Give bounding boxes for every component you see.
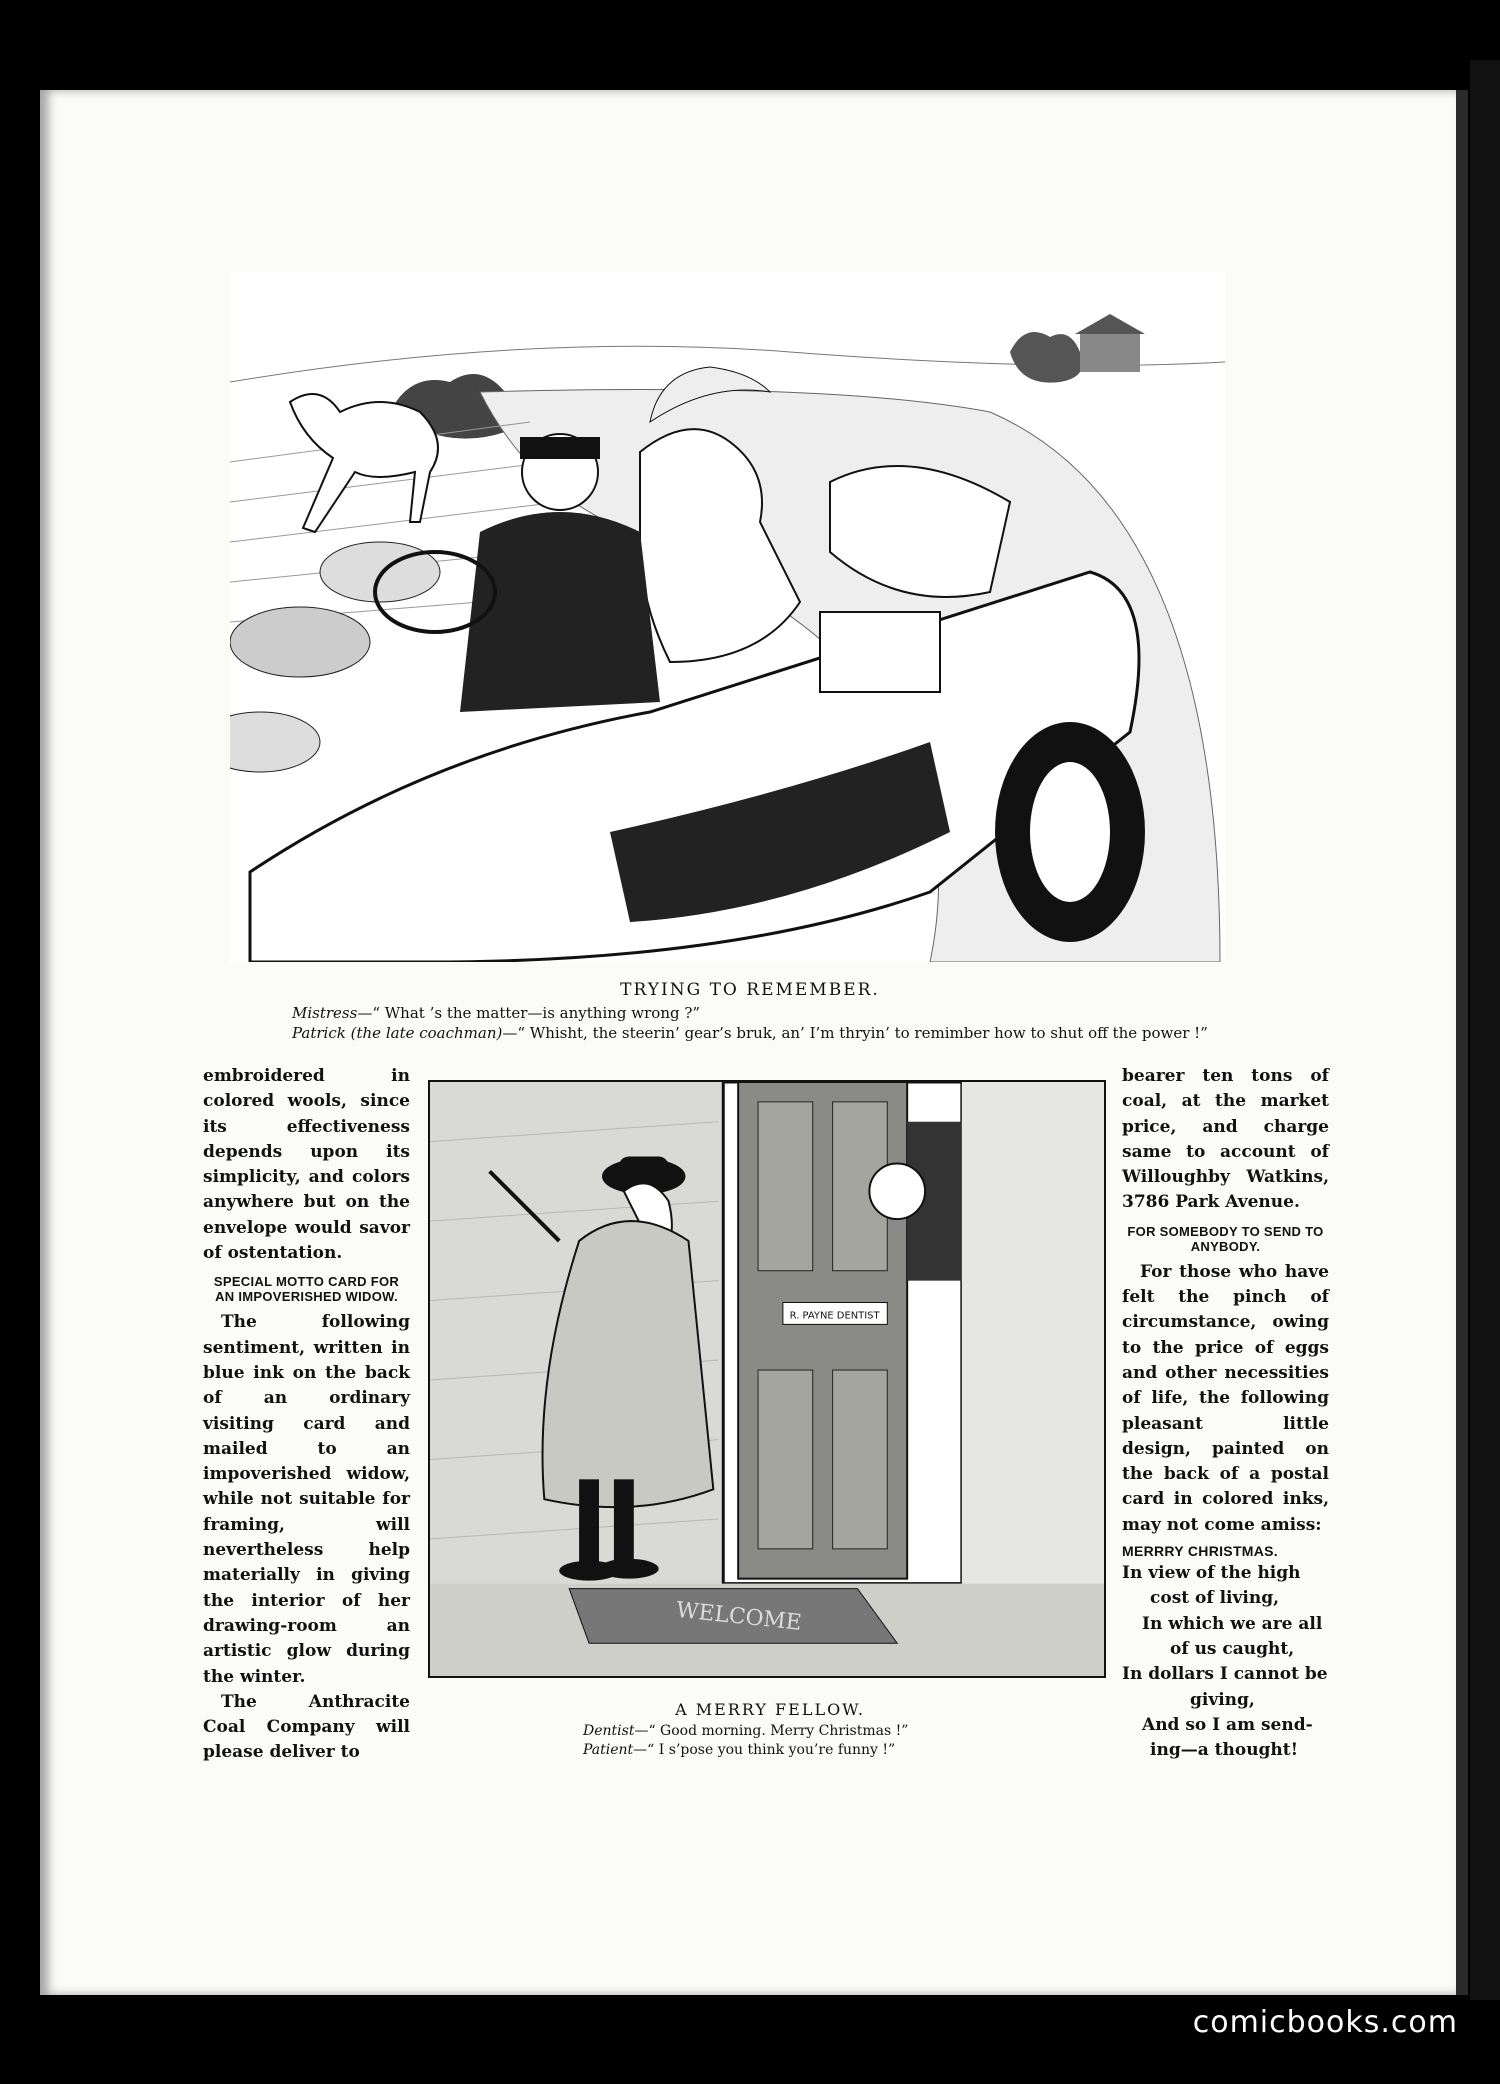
caption-text: —“ Good morning. Merry Christmas !” (634, 1723, 909, 1739)
speaker-patrick: Patrick (292, 1024, 346, 1042)
adjacent-page-strip (1470, 60, 1500, 2000)
verse-title: MERRRY CHRISTMAS. (1122, 1543, 1278, 1560)
verse (1122, 1561, 1329, 1763)
verse-line: of us caught, (1170, 1638, 1295, 1659)
top-cartoon-caption-line-1 (292, 1004, 700, 1022)
top-cartoon-caption-line-2 (292, 1024, 1208, 1042)
middle-cartoon-title: A MERRY FELLOW. (675, 1700, 865, 1719)
verse-line: cost of living, (1150, 1588, 1280, 1609)
left-paragraph-2: The following sentiment, written in blue ink on the back of an ordinary visiting card and mailed to an impoverished widow, while not suitable for framing, will nevertheless help materially in giving the interior of her drawing-room an artistic glow during the winter. (203, 1312, 410, 1687)
top-cartoon-title: TRYING TO REMEMBER. (620, 980, 880, 1000)
top-cartoon-illustration (230, 272, 1225, 962)
middle-cartoon-caption-line-2 (583, 1742, 895, 1758)
left-text-column (203, 1064, 410, 1766)
verse-line: In view of the high (1122, 1563, 1301, 1584)
mat-text: WELCOME (674, 1597, 803, 1636)
right-paragraph-1: bearer ten tons of coal, at the market price, and charge same to account of Willoughby Watkins, 3786 Park Avenue. (1122, 1066, 1329, 1213)
caption-text: —“ What ’s the matter—is anything wrong ?” (357, 1004, 701, 1022)
speaker-dentist: Dentist (583, 1723, 635, 1739)
verse-line: ing—a thought! (1150, 1740, 1299, 1761)
caption-text: —“ I s’pose you think you’re funny !” (633, 1742, 896, 1758)
verse-line: In dollars I cannot be (1122, 1664, 1328, 1685)
page-gutter-shadow (1456, 90, 1468, 1995)
verse-line: In which we are all (1142, 1613, 1323, 1634)
door-sign-text: R. PAYNE DENTIST (789, 1310, 880, 1322)
watermark: comicbooks.com (1192, 2005, 1458, 2040)
right-heading: FOR SOMEBODY TO SEND TO ANYBODY. (1127, 1223, 1324, 1254)
verse-line: giving, (1190, 1689, 1255, 1710)
middle-cartoon-illustration (428, 1080, 1106, 1678)
right-text-column (1122, 1064, 1329, 1763)
left-paragraph-1: embroidered in colored wools, since its effectiveness depends upon its simplicity, and colors anywhere but on the envelope would savor of ostentation. (203, 1066, 410, 1264)
right-paragraph-2: For those who have felt the pinch of circumstance, owing to the price of eggs and other necessities of life, the following pleasant little design, painted on the back of a postal card in colored inks, may not come amiss: (1122, 1261, 1329, 1535)
left-heading: SPECIAL MOTTO CARD FOR AN IMPOVERISHED WIDOW. (213, 1274, 400, 1305)
speaker-patient: Patient (583, 1742, 634, 1758)
left-paragraph-3: The Anthracite Coal Company will please deliver to (203, 1691, 410, 1763)
speaker-mistress: Mistress (292, 1004, 358, 1022)
speaker-note: (the late coachman) (350, 1024, 503, 1042)
verse-line: And so I am send- (1142, 1714, 1313, 1735)
caption-text: —“ Whisht, the steerin’ gear’s bruk, an’ I’m thryin’ to remimber how to shut off the power !” (502, 1024, 1208, 1042)
middle-cartoon-caption-line-1 (583, 1723, 908, 1739)
